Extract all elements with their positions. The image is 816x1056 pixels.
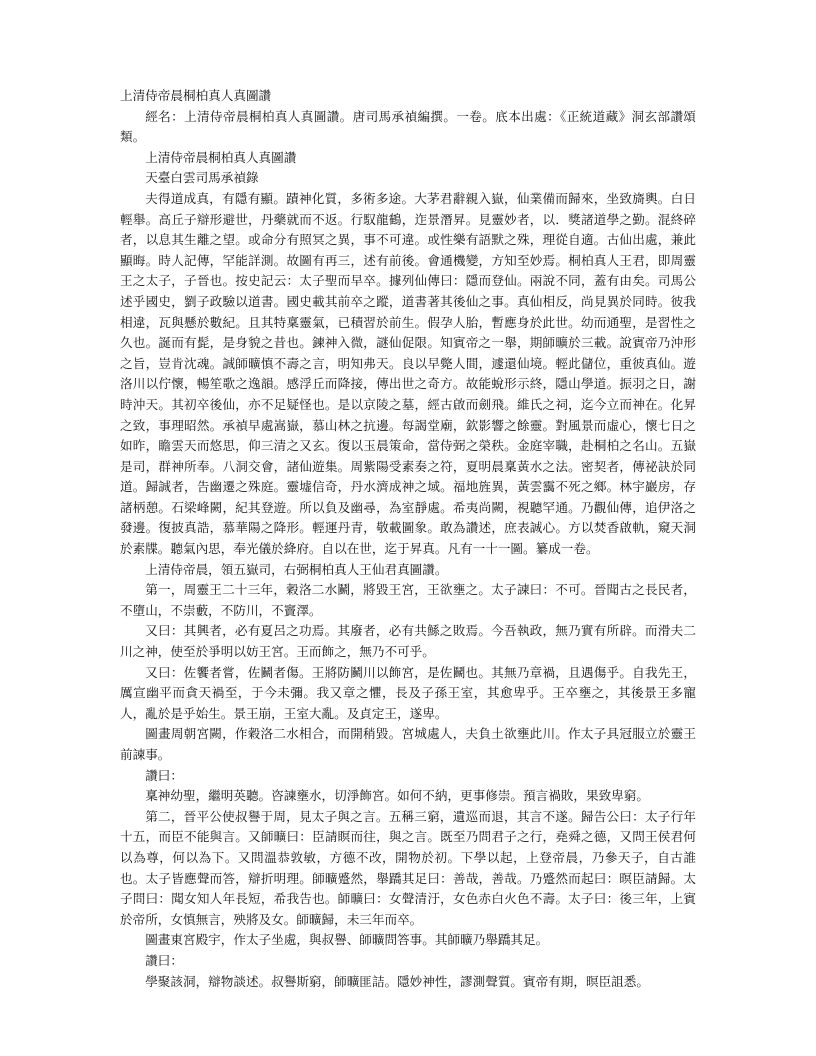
document-paragraph: 讚曰： <box>145 767 183 783</box>
document-paragraph: 圖畫周朝宮闕，作穀洛二水相合，而開稍毀。宮城處人，夫負土欲壅此川。作太子具冠服立於靈王前諫事。 <box>120 726 696 762</box>
document-paragraph: 圖畫東宮殿宇，作太子坐處，與叔譽、師曠問答事。其師曠乃舉蹻其足。 <box>145 932 549 948</box>
document-paragraph: 學聚該洞，辯物談述。叔譽斯窮，師曠匪詰。隱妙神性，謬測聲質。賓帝有期，暝臣詛悉。 <box>145 973 649 989</box>
document-paragraph: 讚曰： <box>145 952 183 968</box>
document-paragraph: 第一，周靈王二十三年，穀洛二水鬭，將毀王宮，王欲壅之。太子諫曰：不可。晉聞古之長民者，不墮山，不崇藪，不防川，不竇澤。 <box>120 582 696 618</box>
document-paragraph: 天臺白雲司馬承禎錄 <box>145 170 259 186</box>
document-paragraph: 上清侍帝晨桐柏真人真圖讚 <box>145 149 297 165</box>
document-page <box>120 86 696 992</box>
document-paragraph: 稟神幼聖，繼明英聽。咨諫壅水，切淨飾宮。如何不納，更事修崇。預言禍敗，果致卑窮。 <box>145 788 649 804</box>
document-paragraph: 第二，晉平公使叔譽于周，見太子與之言。五稱三窮，遺巡而退，其言不遂。歸告公曰：太子行年十五，而臣不能與言。又師曠曰：臣請瞑而往，與之言。既至乃問君子之行，堯舜之德，又問王侯君何以為尊，何以為下。又問溫恭敦敏，方德不改，開物於初。下學以起，上登帝晨，乃參天子，自古誰也。太子皆應聲而答，辯折明理。師曠蹙然，舉蹻其足曰：善哉，善哉。乃蹙然而起曰：暝臣請歸。太子問曰：聞女知人年長短，希我告也。師曠曰：女聲清汙，女色赤白火色不壽。太子曰：後三年，上賓於帝所，女慎無言，殃將及女。師曠歸，未三年而卒。 <box>120 808 696 927</box>
document-paragraph: 夫得道成真，有隱有顯。蹟神化質，多術多途。大茅君辭親入嶽，仙業備而歸來，坐致旖輿。白日輕舉。高丘子辯形避世，丹藥就而不返。行馭龍鶴，迮景潛昇。見靈妙者，以．獎諸道學之勤。混終碎者，以息其生離之望。或命分有照冥之異，事不可違。或性樂有語默之殊，理從自適。古仙出處，兼此顯晦。時人記傳，罕能詳測。故圖有再三，述有前後。會通機變，方知至妙焉。桐柏真人王君，即周靈王之太子，子晉也。按史記云：太子聖而早卒。據列仙傳曰：隱而登仙。兩說不同，蓋有由矣。司馬公述乎國史，劉子政驗以道書。國史載其前卒之蹤，道書著其後仙之事。真仙相反，尚見異於同時。彼我相違，瓦與懸於數紀。且其特稟靈氣，已積習於前生。假孕人胎，暫應身於此世。幼而通聖，是習性之久也。誕而有髭，是身貌之昔也。鍊神入微，謎仙促限。知賓帝之一舉，期師曠於三載。說賓帝乃沖形之旨，豈肯沈魂。誠師曠慎不壽之言，明知弗天。良以早斃人間，遽還仙境。輕此儲位，重彼真仙。遊洛川以佇懷，暢笙歌之逸韻。感浮丘而降接，傳出世之奇方。故能蛻形示終，隱山學道。振羽之日，謝時沖天。其初卒後仙，亦不足疑怪也。是以京陵之墓，經古啟而劍飛。維氏之祠，迄今立而神在。化昇之致，事理昭然。承禎早處嵩嶽，慕山林之抗邊。每謁堂廟，欽影響之餘靈。對風景而虛心，懷七日之如昨，瞻雲天而悠思，仰三清之又玄。復以玉晨策命，當侍弼之榮秩。金庭宰職，赴桐柏之名山。五嶽是司，群神所奉。八洞交會，諸仙遊集。周紫陽受素奏之符，夏明晨稟黃水之法。密契者，傳祕訣於同道。歸誠者，告幽遷之殊庭。靈墟信奇，丹水濟成神之域。福地旌異，黃雲靄不死之鄉。林宇巖房，存諸柄憩。石梁峰闕，紀其登遊。所以負及幽尋，為室靜處。希夷尚闕，視聽罕通。乃觀仙傳，追伊洛之發邊。復披真誥，慕華陽之降形。輕運丹青，敬載圖象。敢為讚述，庶表誠心。方以焚香啟軌，窺天洞於素牒。聽氣內思，奉光儀於絳府。自以在世，迄于昇真。凡有一十一圖。纂成一卷。 <box>120 190 696 557</box>
document-paragraph: 又曰：佐饗者嘗，佐鬭者傷。王將防鬭川以飾宮，是佐鬭也。其無乃章禍，且遇傷乎。自我先王，厲宣幽平而貪天禍至，于今未彌。我又章之懼，長及子孫王室，其愈卑乎。王卒壅之，其後景王多寵人，亂於是乎始生。景王崩，王室大亂。及貞定王，遂卑。 <box>120 664 696 721</box>
document-paragraph: 上清侍帝晨，領五嶽司，右弼桐柏真人王仙君真圖讚。 <box>145 561 448 577</box>
document-paragraph: 經名：上清侍帝晨桐柏真人真圖讚。唐司馬承禎編撰。一卷。底本出處：《正統道藏》洞玄部讚頌類。 <box>120 108 696 145</box>
document-title: 上清侍帝晨桐柏真人真圖讚 <box>120 88 272 103</box>
document-paragraph: 又曰：其興者，必有夏呂之功焉。其廢者，必有共鯀之敗焉。今吾執政，無乃實有所辟。而滑夫二川之神，使至於爭明以妨王宮。王而飾之，無乃不可乎。 <box>120 623 696 660</box>
